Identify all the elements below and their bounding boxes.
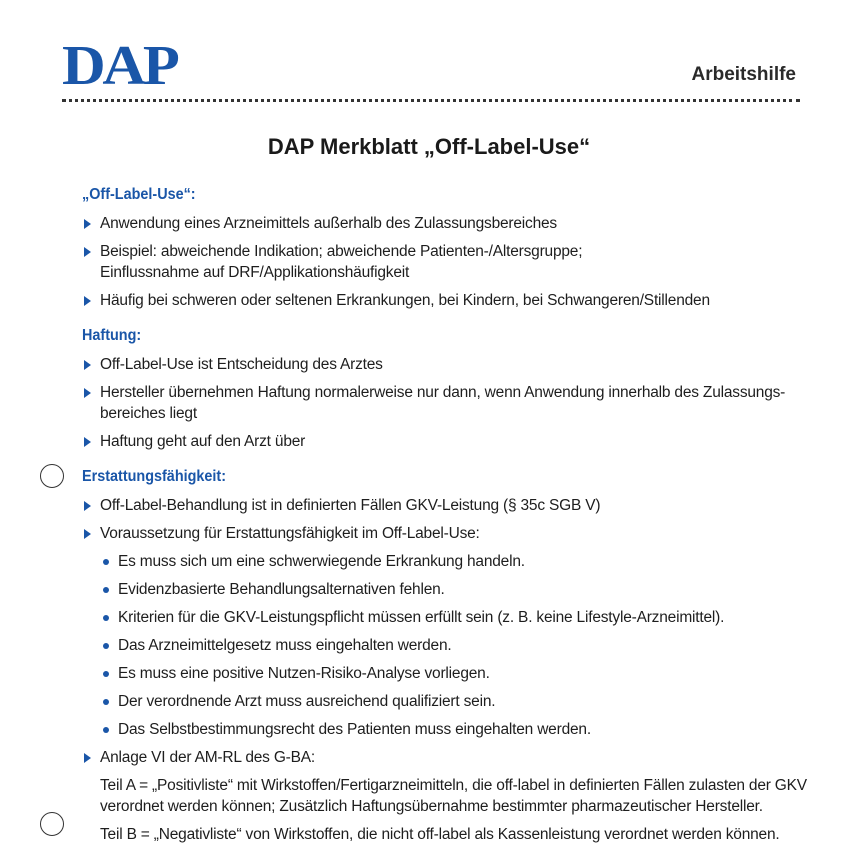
sub-list-item-text: Es muss eine positive Nutzen-Risiko-Analyse vorliegen. bbox=[118, 665, 490, 682]
dot-bullet-icon bbox=[103, 587, 109, 593]
list-item-text: Hersteller übernehmen Haftung normalerweise nur dann, wenn Anwendung innerhalb des Zulassungs- bereiches liegt bbox=[100, 384, 786, 422]
section-heading-off-label-use: „Off-Label-Use“: bbox=[82, 186, 196, 203]
punch-hole-bottom bbox=[40, 812, 64, 836]
section-heading-erstattungsfaehigkeit: Erstattungsfähigkeit: bbox=[82, 468, 227, 485]
sub-list-item bbox=[82, 635, 822, 656]
sub-list-item bbox=[82, 579, 822, 600]
dot-bullet-icon bbox=[103, 671, 109, 677]
list-item bbox=[82, 431, 822, 452]
list-item bbox=[82, 241, 822, 283]
list-item bbox=[82, 747, 822, 768]
sub-list-item bbox=[82, 607, 822, 628]
sub-list-item bbox=[82, 663, 822, 684]
teil-b-paragraph: Teil B = „Negativliste“ von Wirkstoffen, die nicht off-label als Kassenleistung verordnet werden können. bbox=[100, 826, 780, 843]
dot-bullet-icon bbox=[103, 727, 109, 733]
dot-bullet-icon bbox=[103, 615, 109, 621]
list-item-text: Off-Label-Use ist Entscheidung des Arztes bbox=[100, 356, 383, 373]
page-title: DAP Merkblatt „Off-Label-Use“ bbox=[267, 134, 591, 159]
triangle-bullet-icon bbox=[84, 360, 91, 370]
sub-list-item bbox=[82, 719, 822, 740]
list-item-text: Häufig bei schweren oder seltenen Erkrankungen, bei Kindern, bei Schwangeren/Stillenden bbox=[100, 292, 710, 309]
list-item-text: Haftung geht auf den Arzt über bbox=[100, 433, 306, 450]
list-item bbox=[82, 523, 822, 544]
sub-list-item bbox=[82, 551, 822, 572]
list-item bbox=[82, 354, 822, 375]
triangle-bullet-icon bbox=[84, 501, 91, 511]
triangle-bullet-icon bbox=[84, 529, 91, 539]
sub-list-item-text: Das Selbstbestimmungsrecht des Patienten muss eingehalten werden. bbox=[118, 721, 591, 738]
dot-bullet-icon bbox=[103, 699, 109, 705]
list-item-text: Anwendung eines Arzneimittels außerhalb des Zulassungsbereiches bbox=[100, 215, 557, 232]
triangle-bullet-icon bbox=[84, 437, 91, 447]
list-item-text: Beispiel: abweichende Indikation; abweichende Patienten-/Altersgruppe; Einflussnahme auf DRF/Applikationshäufigkeit bbox=[100, 243, 583, 281]
sub-list-item-text: Der verordnende Arzt muss ausreichend qualifiziert sein. bbox=[118, 693, 496, 710]
list-item-text: Anlage VI der AM-RL des G-BA: bbox=[100, 749, 316, 766]
list-item-text: Voraussetzung für Erstattungsfähigkeit im Off-Label-Use: bbox=[100, 525, 480, 542]
teil-a-paragraph: Teil A = „Positivliste“ mit Wirkstoffen/Fertigarzneimitteln, die off-label in definierten Fällen zulasten der GKV verordnet werden können; Zusätzlich Haftungsübernahme bestimmter pharmazeutischer Hersteller. bbox=[100, 777, 807, 815]
triangle-bullet-icon bbox=[84, 753, 91, 763]
punch-hole-top bbox=[40, 464, 64, 488]
dot-bullet-icon bbox=[103, 643, 109, 649]
list-item bbox=[82, 213, 822, 234]
sub-list-item-text: Kriterien für die GKV-Leistungspflicht müssen erfüllt sein (z. B. keine Lifestyle-Arzneimittel). bbox=[118, 609, 725, 626]
sub-list-item-text: Das Arzneimittelgesetz muss eingehalten werden. bbox=[118, 637, 452, 654]
document-type-label: Arbeitshilfe bbox=[691, 64, 796, 85]
sub-list-item-text: Evidenzbasierte Behandlungsalternativen fehlen. bbox=[118, 581, 445, 598]
dot-bullet-icon bbox=[103, 559, 109, 565]
triangle-bullet-icon bbox=[84, 219, 91, 229]
triangle-bullet-icon bbox=[84, 388, 91, 398]
triangle-bullet-icon bbox=[84, 247, 91, 257]
sub-list-item-text: Es muss sich um eine schwerwiegende Erkrankung handeln. bbox=[118, 553, 525, 570]
sub-list-item bbox=[82, 691, 822, 712]
list-item bbox=[82, 290, 822, 311]
section-heading-haftung: Haftung: bbox=[82, 327, 142, 344]
dotted-divider bbox=[62, 99, 800, 102]
list-item bbox=[82, 495, 822, 516]
dap-logo: DAP bbox=[62, 35, 177, 97]
document-body bbox=[82, 186, 822, 845]
triangle-bullet-icon bbox=[84, 296, 91, 306]
list-item-text: Off-Label-Behandlung ist in definierten Fällen GKV-Leistung (§ 35c SGB V) bbox=[100, 497, 601, 514]
list-item bbox=[82, 382, 822, 424]
